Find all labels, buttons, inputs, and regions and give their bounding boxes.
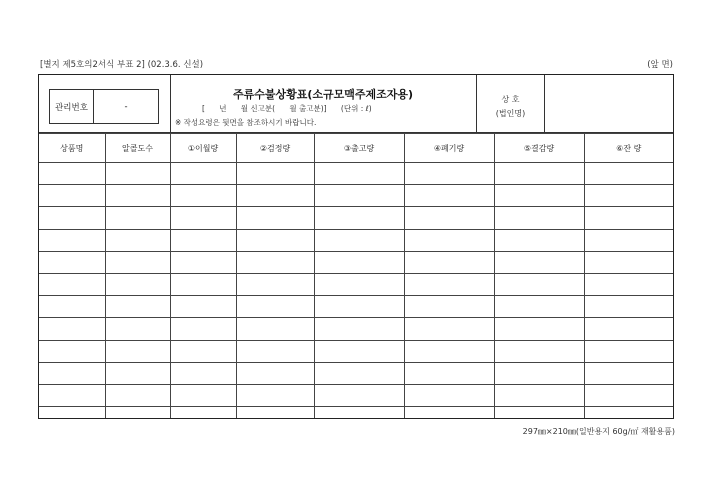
page-side-label: (앞 면): [647, 60, 673, 70]
table-cell[interactable]: [39, 385, 105, 407]
table-cell[interactable]: [105, 229, 170, 251]
table-cell[interactable]: [314, 318, 404, 340]
table-cell[interactable]: [584, 163, 673, 185]
table-cell[interactable]: [494, 251, 584, 273]
column-header-carryover: ①이월량: [170, 134, 236, 163]
table-cell[interactable]: [404, 296, 494, 318]
table-cell[interactable]: [236, 274, 314, 296]
table-cell[interactable]: [494, 229, 584, 251]
table-cell[interactable]: [584, 229, 673, 251]
table-cell[interactable]: [236, 385, 314, 407]
table-cell[interactable]: [404, 207, 494, 229]
table-cell[interactable]: [236, 185, 314, 207]
column-header-alcohol: 알콜도수: [105, 134, 170, 163]
table-cell[interactable]: [236, 163, 314, 185]
table-cell[interactable]: [314, 274, 404, 296]
table-cell[interactable]: [494, 385, 584, 407]
table-cell[interactable]: [314, 340, 404, 362]
table-cell[interactable]: [105, 207, 170, 229]
table-cell[interactable]: [404, 185, 494, 207]
table-cell[interactable]: [105, 163, 170, 185]
table-row: [39, 318, 673, 340]
table-cell[interactable]: [236, 318, 314, 340]
table-cell[interactable]: [105, 362, 170, 384]
company-name-label: [477, 93, 544, 121]
table-cell[interactable]: [170, 229, 236, 251]
table-cell[interactable]: [170, 163, 236, 185]
table-row: [39, 340, 673, 362]
table-cell[interactable]: [584, 207, 673, 229]
table-row: [39, 362, 673, 384]
table-cell[interactable]: [404, 340, 494, 362]
table-cell[interactable]: [494, 407, 584, 418]
paper-spec: 297㎜×210㎜(일반용지 60g/㎡ 재활용품): [522, 427, 675, 436]
table-cell[interactable]: [170, 185, 236, 207]
table-cell[interactable]: [236, 229, 314, 251]
table-cell[interactable]: [236, 207, 314, 229]
table-cell[interactable]: [39, 207, 105, 229]
table-cell[interactable]: [584, 407, 673, 418]
table-cell[interactable]: [584, 274, 673, 296]
table-cell[interactable]: [170, 251, 236, 273]
form-title: 주류수불상황표(소규모맥주제조자용): [232, 88, 414, 101]
form-reference: [별지 제5호의2서식 부표 2] (02.3.6. 신설): [40, 60, 204, 70]
table-cell[interactable]: [404, 229, 494, 251]
table-row: [39, 185, 673, 207]
table-cell[interactable]: [584, 318, 673, 340]
table-cell[interactable]: [39, 229, 105, 251]
table-cell[interactable]: [314, 407, 404, 418]
table-cell[interactable]: [39, 185, 105, 207]
table-cell[interactable]: [404, 407, 494, 418]
table-cell[interactable]: [236, 362, 314, 384]
table-cell[interactable]: [314, 229, 404, 251]
table-cell[interactable]: [494, 185, 584, 207]
table-cell[interactable]: [105, 251, 170, 273]
table-cell[interactable]: [170, 274, 236, 296]
table-row: [39, 251, 673, 273]
table-cell[interactable]: [494, 318, 584, 340]
table-cell[interactable]: [404, 318, 494, 340]
table-cell[interactable]: [39, 407, 105, 418]
table-cell[interactable]: [170, 296, 236, 318]
table-cell[interactable]: [39, 296, 105, 318]
table-cell[interactable]: [494, 362, 584, 384]
table-cell[interactable]: [105, 407, 170, 418]
table-cell[interactable]: [39, 318, 105, 340]
form-header: [39, 75, 673, 133]
report-period-line[interactable]: [ 년 월 신고분( 월 출고분)] (단위 : ℓ): [202, 104, 372, 113]
table-cell[interactable]: [584, 385, 673, 407]
table-cell[interactable]: [236, 296, 314, 318]
table-cell[interactable]: [404, 163, 494, 185]
table-cell[interactable]: [494, 207, 584, 229]
table-cell[interactable]: [584, 185, 673, 207]
table-cell[interactable]: [404, 385, 494, 407]
table-cell[interactable]: [494, 296, 584, 318]
table-cell[interactable]: [404, 274, 494, 296]
table-cell[interactable]: [494, 163, 584, 185]
column-header-loss: ⑤결감량: [494, 134, 584, 163]
table-cell[interactable]: [314, 163, 404, 185]
instructions-note: ※ 작성요령은 뒷면을 참조하시기 바랍니다.: [175, 118, 317, 127]
table-cell[interactable]: [404, 251, 494, 273]
table-cell[interactable]: [314, 207, 404, 229]
management-number-box: [49, 89, 159, 124]
column-header-shipped: ③출고량: [314, 134, 404, 163]
table-cell[interactable]: [314, 362, 404, 384]
column-header-inspected: ②검정량: [236, 134, 314, 163]
header-divider: [170, 75, 171, 133]
table-row: [39, 385, 673, 407]
table-row: [39, 229, 673, 251]
table-cell[interactable]: [39, 163, 105, 185]
table-cell[interactable]: [314, 296, 404, 318]
table-cell[interactable]: [236, 340, 314, 362]
table-row: [39, 163, 673, 185]
company-label-line2: (법인명): [495, 109, 526, 118]
table-row: [39, 274, 673, 296]
table-cell[interactable]: [39, 274, 105, 296]
table-cell[interactable]: [105, 185, 170, 207]
column-header-disposed: ④폐기량: [404, 134, 494, 163]
table-cell[interactable]: [494, 340, 584, 362]
form-frame: [38, 74, 674, 419]
table-cell[interactable]: [236, 407, 314, 418]
table-cell[interactable]: [105, 340, 170, 362]
company-label-line1: 상 호: [501, 95, 520, 104]
table-cell[interactable]: [584, 362, 673, 384]
table-cell[interactable]: [584, 340, 673, 362]
table-cell[interactable]: [314, 385, 404, 407]
table-cell[interactable]: [105, 385, 170, 407]
column-header-remaining: ⑥잔 량: [584, 134, 673, 163]
table-cell[interactable]: [584, 251, 673, 273]
management-number-label: 관리번호: [50, 90, 94, 123]
table-cell[interactable]: [314, 251, 404, 273]
header-divider: [544, 75, 545, 133]
table-row: [39, 296, 673, 318]
table-cell[interactable]: [39, 362, 105, 384]
table-cell[interactable]: [105, 274, 170, 296]
table-cell[interactable]: [170, 362, 236, 384]
table-cell[interactable]: [170, 318, 236, 340]
table-cell[interactable]: [39, 340, 105, 362]
column-header-product: 상품명: [39, 134, 105, 163]
table-cell[interactable]: [584, 296, 673, 318]
table-cell[interactable]: [170, 385, 236, 407]
table-row: [39, 207, 673, 229]
table-cell[interactable]: [314, 185, 404, 207]
table-cell[interactable]: [39, 251, 105, 273]
table-cell[interactable]: [105, 296, 170, 318]
table-cell[interactable]: [494, 274, 584, 296]
table-cell[interactable]: [170, 340, 236, 362]
table-row: [39, 407, 673, 418]
management-number-field[interactable]: -: [124, 101, 128, 112]
table-cell[interactable]: [105, 318, 170, 340]
table-cell[interactable]: [170, 407, 236, 418]
table-cell[interactable]: [404, 362, 494, 384]
table-cell[interactable]: [170, 207, 236, 229]
table-cell[interactable]: [236, 251, 314, 273]
inventory-table: [39, 133, 673, 418]
